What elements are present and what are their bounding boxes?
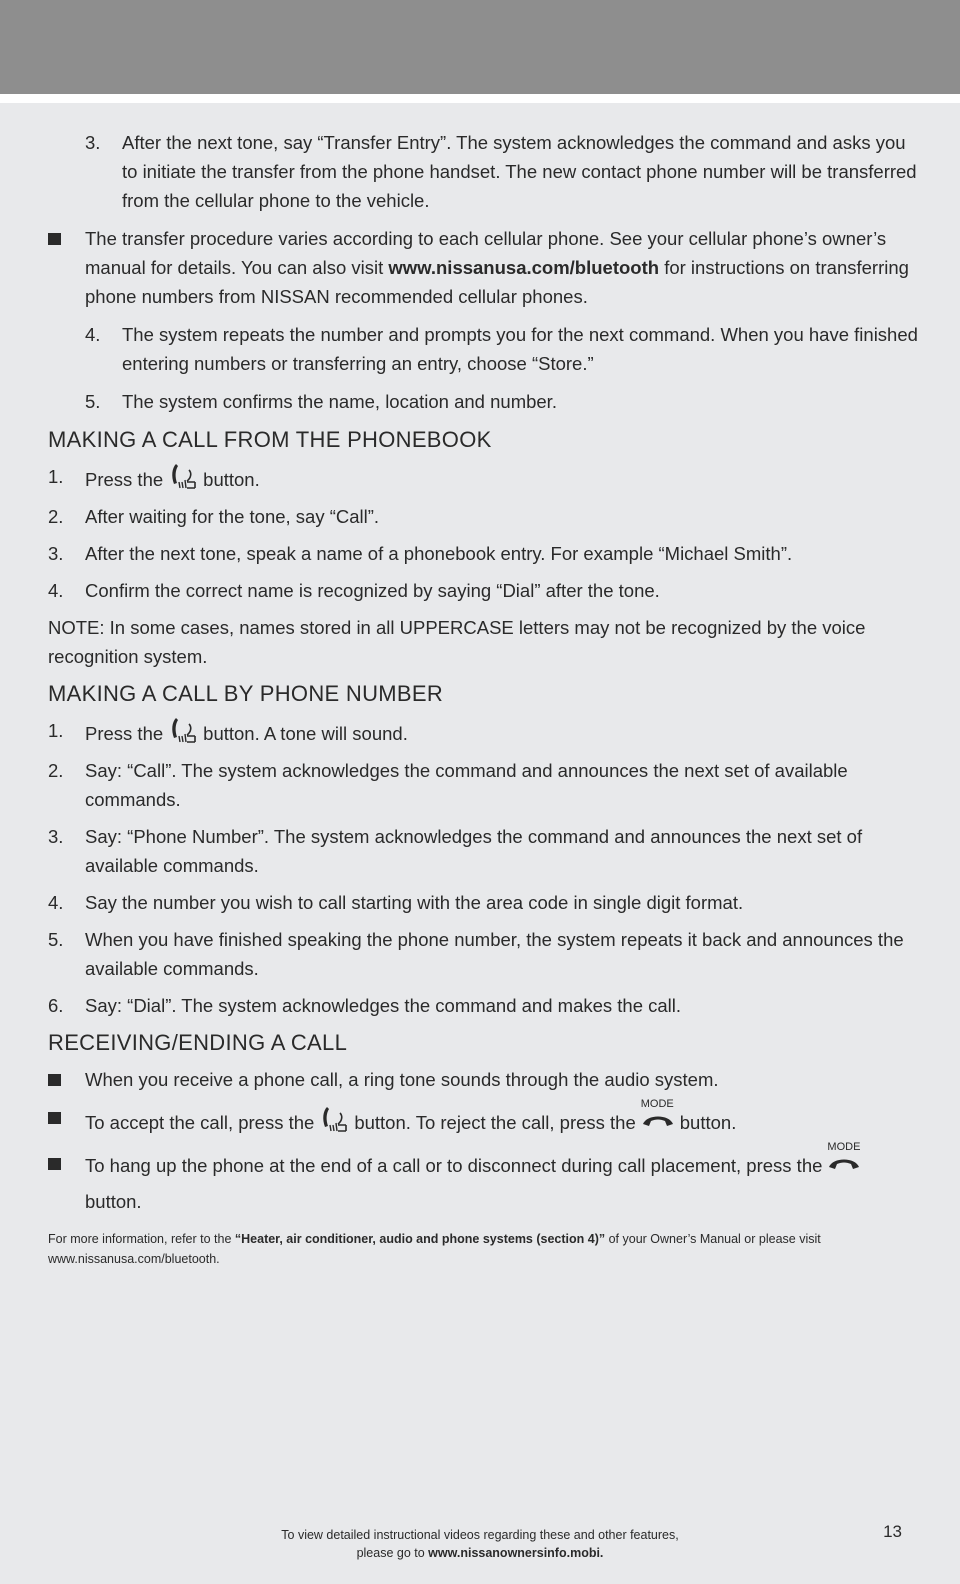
talk-button-icon xyxy=(318,1105,350,1135)
number-step-5: 5. When you have finished speaking the phone number, the system repeats it back and announces the available commands. xyxy=(48,929,904,979)
heading-phonebook: MAKING A CALL FROM THE PHONEBOOK xyxy=(48,427,492,452)
number-step-2: 2. Say: “Call”. The system acknowledges the command and announces the next set of available commands. xyxy=(48,760,848,810)
phonebook-note: NOTE: In some cases, names stored in all UPPERCASE letters may not be recognized by the voice recognition system. xyxy=(48,617,866,667)
bluetooth-link[interactable]: www.nissanusa.com/bluetooth xyxy=(388,257,660,278)
heading-receiving: RECEIVING/ENDING A CALL xyxy=(48,1030,348,1055)
talk-button-icon xyxy=(167,462,199,492)
talk-button-icon xyxy=(167,716,199,746)
phonebook-step-2: 2. After waiting for the tone, say “Call”. xyxy=(48,506,380,527)
transfer-note: The transfer procedure varies according to each cellular phone. See your cellular phone’s owner’s manual for details. You can also visit www.nissanusa.com/bluetooth for instructions on transferring phone numbers from NISSAN recommended cellular phones. xyxy=(48,224,918,311)
header-bar xyxy=(0,0,960,94)
step-transfer-3: 3. After the next tone, say “Transfer Entry”. The system acknowledges the command and asks you to initiate the transfer from the phone handset. The new contact phone number will be transferred from the cellular phone to the vehicle. xyxy=(85,132,917,211)
number-step-4: 4. Say the number you wish to call starting with the area code in single digit format. xyxy=(48,892,744,913)
mode-hangup-icon: MODE xyxy=(824,1146,864,1176)
receiving-bullet-1: When you receive a phone call, a ring tone sounds through the audio system. xyxy=(48,1065,918,1094)
bullet-square-icon xyxy=(48,1158,61,1170)
more-info: For more information, refer to the “Heater, air conditioner, audio and phone systems (section 4)” of your Owner’s Manual or please visit www.nissanusa.com/bluetooth. xyxy=(48,1232,821,1266)
phonebook-step-4: 4. Confirm the correct name is recognized by saying “Dial” after the tone. xyxy=(48,580,660,601)
footer-note: To view detailed instructional videos regarding these and other features, please go to www.nissanownersinfo.mobi. xyxy=(281,1528,679,1560)
mode-hangup-icon: MODE xyxy=(638,1103,678,1133)
receiving-bullet-2: To accept the call, press the button. To reject the call, press the MODE button. xyxy=(48,1103,918,1137)
bullet-square-icon xyxy=(48,233,61,245)
header-rule xyxy=(0,94,960,103)
bullet-square-icon xyxy=(48,1112,61,1124)
number-step-1: 1. Press the button. A tone will sound. xyxy=(48,716,918,748)
number-step-3: 3. Say: “Phone Number”. The system acknowledges the command and announces the next set of available commands. xyxy=(48,826,863,876)
phonebook-step-1: 1. Press the button. xyxy=(48,462,918,494)
heading-phone-number: MAKING A CALL BY PHONE NUMBER xyxy=(48,681,444,706)
page-content xyxy=(48,128,918,1269)
phonebook-step-3: 3. After the next tone, speak a name of a phonebook entry. For example “Michael Smith”. xyxy=(48,543,793,564)
receiving-bullet-3: To hang up the phone at the end of a call or to disconnect during call placement, press the MODE button. xyxy=(48,1146,918,1220)
bullet-square-icon xyxy=(48,1074,61,1086)
step-transfer-5: 5. The system confirms the name, location and number. xyxy=(85,391,557,412)
page-number: 13 xyxy=(883,1522,902,1541)
owners-info-link[interactable]: www.nissanownersinfo.mobi. xyxy=(428,1546,604,1560)
number-step-6: 6. Say: “Dial”. The system acknowledges the command and makes the call. xyxy=(48,995,682,1016)
step-transfer-4: 4. The system repeats the number and prompts you for the next command. When you have finished entering numbers or transferring an entry, choose “Store.” xyxy=(85,324,918,374)
